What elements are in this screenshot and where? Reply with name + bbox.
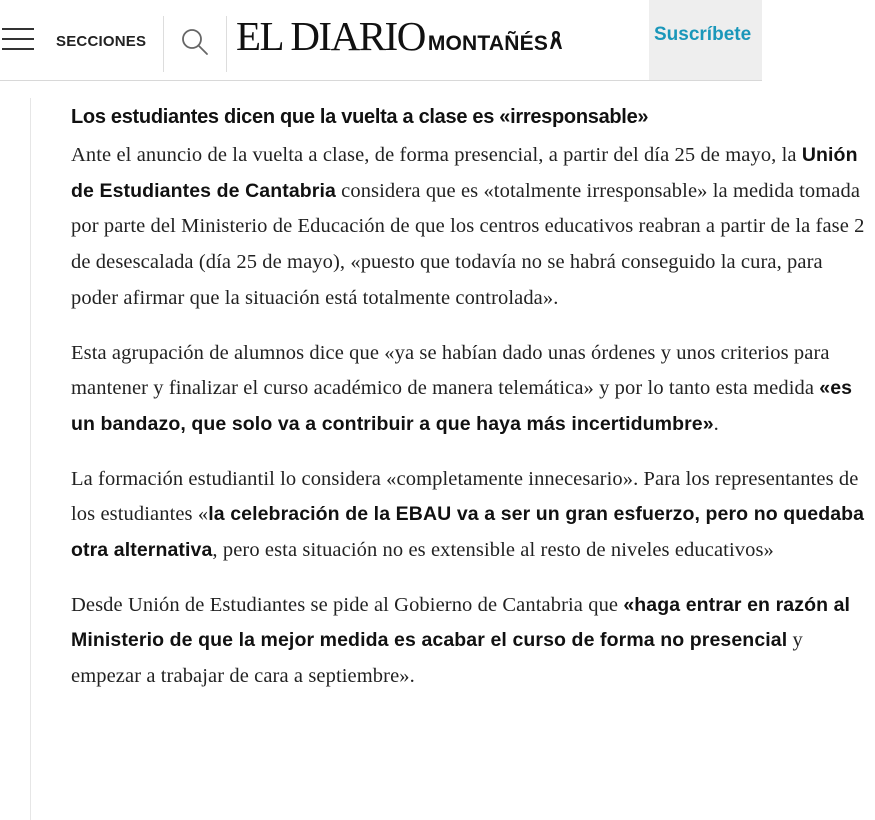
- paragraph-text: Desde Unión de Estudiantes se pide al Gobierno de Cantabria que: [71, 593, 624, 616]
- mourning-ribbon-icon: [549, 30, 563, 55]
- site-logo[interactable]: [236, 12, 563, 60]
- article-paragraph: [71, 138, 871, 317]
- search-icon[interactable]: [181, 28, 209, 56]
- paragraph-bold-text: «es un bandazo, que solo va a contribuir a que haya más incertidumbre»: [71, 377, 853, 435]
- logo-main-text: EL DIARIO: [236, 13, 425, 59]
- article-paragraph: [71, 588, 871, 695]
- header-divider: [163, 16, 164, 72]
- hamburger-menu-icon[interactable]: [2, 28, 34, 52]
- subscribe-button[interactable]: Suscríbete: [649, 0, 762, 80]
- sections-menu-button[interactable]: SECCIONES: [56, 33, 147, 50]
- paragraph-text: Esta agrupación de alumnos dice que «ya se habían dado unas órdenes y unos criterios para mantener y finalizar el curso académico de manera telemática» y por lo tanto esta medida: [71, 341, 830, 400]
- paragraph-bold-text: «haga entrar en razón al Ministerio de que la mejor medida es acabar el curso de forma no presencial: [71, 593, 851, 652]
- article-subheading: Los estudiantes dicen que la vuelta a clase es «irresponsable»: [71, 106, 649, 128]
- paragraph-bold-text: la celebración de la EBAU va a ser un gran esfuerzo, pero no quedaba otra alternativa: [71, 503, 865, 562]
- article-paragraph: [71, 462, 871, 569]
- paragraph-bold-text: Unión de Estudiantes de Cantabria: [71, 144, 858, 202]
- site-header: [0, 0, 762, 81]
- paragraph-text: y empezar a trabajar de cara a septiembre».: [71, 629, 803, 688]
- article-body: [71, 100, 871, 695]
- header-divider: [226, 16, 227, 72]
- paragraph-text: considera que es «totalmente irresponsable» la medida tomada por parte del Ministerio de Educación de que los centros educativos reabran a partir de la fase 2 de desescalada (día 25 de mayo), «puesto que todavía no se habrá conseguido la cura, para poder afirmar que la situación está totalmente controlada».: [71, 179, 865, 309]
- paragraph-text: La formación estudiantil lo considera «completamente innecesario». Para los representantes de los estudiantes «: [71, 467, 859, 526]
- paragraph-text: .: [713, 412, 719, 435]
- paragraph-text: , pero esta situación no es extensible al resto de niveles educativos»: [212, 539, 774, 562]
- logo-sub-text: MONTAÑÉS: [427, 32, 549, 55]
- article-paragraph: [71, 336, 871, 443]
- content-left-rule: [30, 98, 31, 820]
- paragraph-text: Ante el anuncio de la vuelta a clase, de forma presencial, a partir del día 25 de mayo, la: [71, 144, 802, 166]
